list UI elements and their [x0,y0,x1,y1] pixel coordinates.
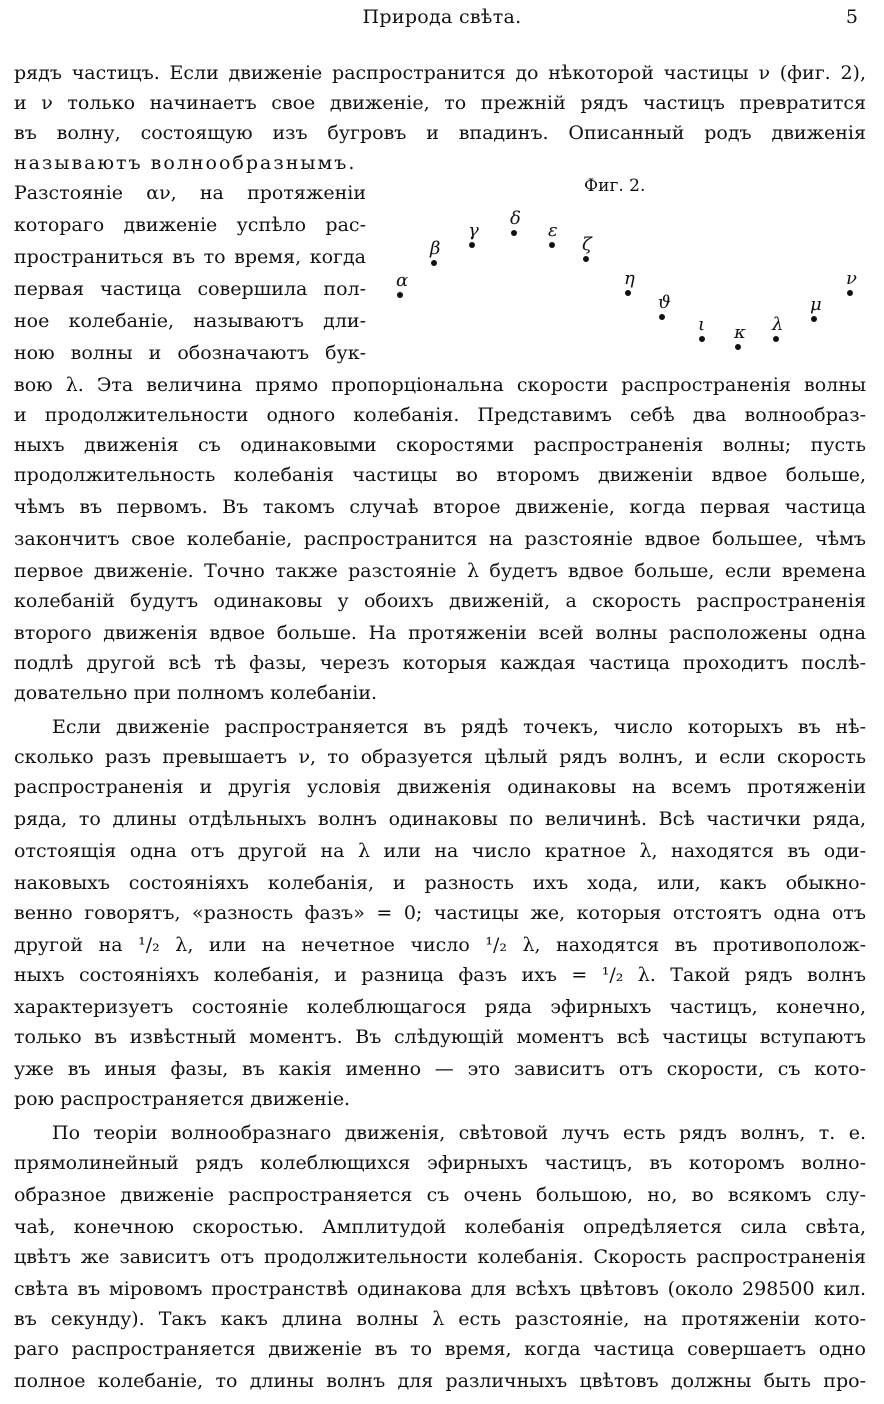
text-line: характеризуетъ состоянiе колеблющагося ряда эфирныхъ частицъ, конечно, [14,996,866,1018]
text-line: въ секунду). Такъ какъ длина волны λ есть разстоянiе, на протяженiи кото- [14,1308,866,1330]
text-line: и продолжительности одного колебанiя. Представимъ себѣ два волнообраз- [14,404,866,426]
text-line: отстоящiя одна отъ другой на λ или на число кратное λ, находятся въ оди- [14,840,866,862]
particle-label: μ [810,294,822,315]
particle-label: η [624,268,635,289]
text-line: пространиться въ то время, когда [14,246,366,268]
text-line: колебанiй будутъ одинаковы у обоихъ движенiй, а скорость распространенiя [14,590,866,612]
text-line: уже въ иныя фазы, въ какiя именно — это зависитъ отъ скорости, съ кото- [14,1058,866,1080]
particle-dot [699,336,705,342]
particle-label: ι [698,314,706,335]
wave-particle [810,294,850,338]
text-line: подлѣ другой всѣ тѣ фазы, черезъ которыя каждая частица проходитъ послѣ- [14,652,866,674]
text-line: ное колебанiе, называютъ дли- [14,310,366,332]
text-line: цвѣтъ же зависитъ отъ продолжительности колебанiя. Скорость распространенiя [14,1246,866,1268]
text-line: ныхъ состоянiяхъ колебанiя, и разница фазъ ихъ = ¹/₂ λ. Такой рядъ волнъ [14,964,866,986]
figure-caption: Фиг. 2. [584,176,646,196]
text-line: Если движенiе распространяется въ рядѣ точекъ, число которыхъ въ нѣ- [52,716,866,738]
particle-dot [549,242,555,248]
text-line: въ волну, состоящую изъ бугровъ и впадинъ. Описанный родъ движенiя [14,122,866,144]
text-line: второго движенiя вдвое больше. На протяженiи всей волны расположены одна [14,622,866,644]
figure-wave-particles [388,176,868,366]
text-line: наковыхъ состоянiяхъ колебанiя, и разность ихъ хода, или, какъ обыкно- [14,872,866,894]
particle-dot [469,242,475,248]
text-line: ною волны и обозначаютъ бук- [14,342,366,364]
text-line: чѣмъ въ первомъ. Въ такомъ случаѣ второе движенiе, когда первая частица [14,496,866,518]
text-line: первая частица совершила пол- [14,278,366,300]
text-line: закончитъ свое колебанiе, распространится на разстоянiе вдвое большее, чѣмъ [14,528,866,550]
wave-particle [510,208,550,252]
text-line: По теорiи волнообразнаго движенiя, свѣтовой лучъ есть рядъ волнъ, т. е. [52,1122,866,1144]
text-line: и ν только начинаетъ свое движенiе, то прежнiй рядъ частицъ превратится [14,92,866,114]
text-line: котораго движенiе успѣло рас- [14,214,366,236]
particle-label: β [430,238,441,259]
particle-dot [811,316,817,322]
particle-label: γ [468,220,479,241]
text-line: ряда, то длины отдѣльныхъ волнъ одинаковы по величинѣ. Всѣ частички ряда, [14,808,866,830]
text-line: называютъ волнообразнымъ. [14,152,357,174]
text-line: сколько разъ превышаетъ ν, то образуется цѣлый рядъ волнъ, и если скорость [14,746,866,768]
text-line: первое движенiе. Точно также разстоянiе λ будетъ вдвое больше, если времена [14,560,866,582]
text-line: довательно при полномъ колебанiи. [14,682,378,704]
text-line: Разстоянiе αν, на протяженiи [14,182,366,204]
wave-particle [698,314,738,358]
particle-label: λ [772,314,784,335]
wave-particle [734,322,774,366]
text-line: продолжительность колебанiя частицы во второмъ движенiи вдвое больше, [14,464,866,486]
text-line: раго распространяется движенiе въ то время, когда частица совершаетъ одно [14,1338,866,1360]
wave-particle [772,314,812,358]
text-line: вою λ. Эта величина прямо пропорцiональна скорости распространенiя волны [14,374,866,396]
text-line: полное колебанiе, то длины волнъ для различныхъ цвѣтовъ должны быть про- [14,1370,866,1392]
particle-dot [397,292,403,298]
wave-particle [658,292,698,336]
particle-dot [735,344,741,350]
text-line: распространенiя и другiя условiя движенiя одинаковы на всемъ протяженiи [14,776,866,798]
particle-label: ε [548,220,558,241]
particle-label: ν [846,268,857,289]
particle-dot [625,290,631,296]
text-line: только въ извѣстный моментъ. Въ слѣдующiй моментъ всѣ частицы вступаютъ [14,1026,866,1048]
text-line: рядъ частицъ. Если движенiе распространится до нѣкоторой частицы ν (фиг. 2), [14,62,866,84]
wave-particle [582,234,622,278]
text-line: прямолинейный рядъ колеблющихся эфирныхъ частицъ, въ которомъ волно- [14,1152,866,1174]
particle-label: ζ [582,234,592,255]
particle-dot [431,260,437,266]
text-line: свѣта въ мiровомъ пространствѣ одинакова для всѣхъ цвѣтовъ (около 298500 кил. [14,1278,866,1300]
particle-dot [773,336,779,342]
text-line: рою распространяется движенiе. [14,1088,351,1110]
wave-particle [468,220,508,264]
text-line: другой на ¹/₂ λ, или на нечетное число ¹/₂ λ, находятся въ противополож- [14,934,866,956]
particle-label: κ [734,322,746,343]
page-header [14,6,870,36]
text-line: венно говорятъ, «разность фазъ» = 0; частицы же, которыя отстоятъ одна отъ [14,902,866,924]
text-line: чаѣ, конечною скоростью. Амплитудой колебанiя опредѣляется сила свѣта, [14,1216,866,1238]
particle-label: α [396,270,409,291]
text-line: образное движенiе распространяется съ очень большою, но, во всякомъ слу- [14,1184,866,1206]
particle-dot [583,256,589,262]
particle-dot [659,314,665,320]
particle-label: δ [510,208,521,229]
particle-label: ϑ [658,292,671,313]
page-number: 5 [845,6,858,28]
wave-particle [846,268,884,312]
wave-particle [430,238,470,282]
particle-dot [511,230,517,236]
particle-dot [847,290,853,296]
text-line: ныхъ движенiя съ одинаковыми скоростями распространенiя волны; пусть [14,434,866,456]
running-title: Природа свѣта. [362,6,522,28]
